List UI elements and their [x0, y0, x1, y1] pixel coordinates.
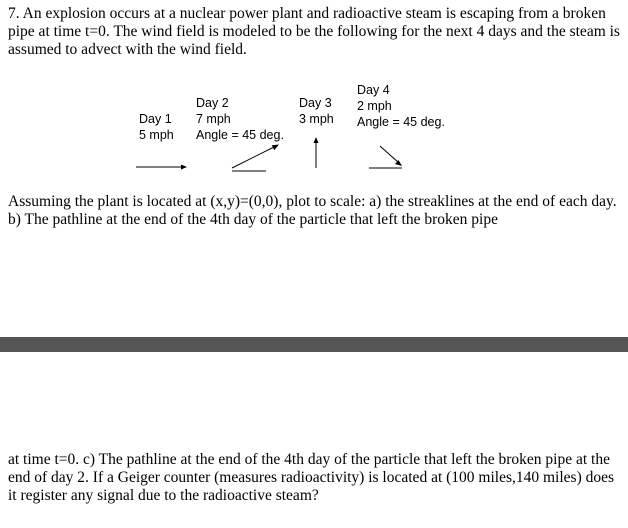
day3-label: Day 3	[299, 96, 332, 110]
day3-speed: 3 mph	[299, 112, 334, 126]
day1-label: Day 1	[139, 112, 172, 126]
day2-label: Day 2	[196, 96, 229, 110]
day4-speed: 2 mph	[357, 99, 392, 113]
arrow-up-right-icon	[232, 145, 279, 172]
question-part2: at time t=0. c) The pathline at the end of the 4th day of the particle that left the broken pipe at the end of day 2. If a Geiger counter (measures radioactivity) is located at (100 miles,140 miles) does it register any signal due to the radioactive steam?	[8, 451, 615, 504]
day2-angle: Angle = 45 deg.	[196, 128, 284, 142]
question-part1: Assuming the plant is located at (x,y)=(0,0), plot to scale: a) the streaklines at the end of each day. b) The pathline at the end of the 4th day of the particle that left the broken pipe	[8, 193, 617, 228]
day4-label: Day 4	[357, 83, 390, 97]
arrow-up-icon	[314, 137, 319, 168]
day4-angle: Angle = 45 deg.	[357, 115, 445, 129]
arrow-right-icon	[136, 165, 187, 170]
arrow-down-right-icon	[369, 146, 402, 168]
day2-speed: 7 mph	[196, 112, 231, 126]
day1-speed: 5 mph	[139, 128, 174, 142]
problem-intro: 7. An explosion occurs at a nuclear power plant and radioactive steam is escaping from a broken pipe at time t=0. The wind field is modeled to be the following for the next 4 days and the steam is assumed to advect with the wind field.	[8, 5, 620, 58]
page-divider	[0, 337, 628, 352]
